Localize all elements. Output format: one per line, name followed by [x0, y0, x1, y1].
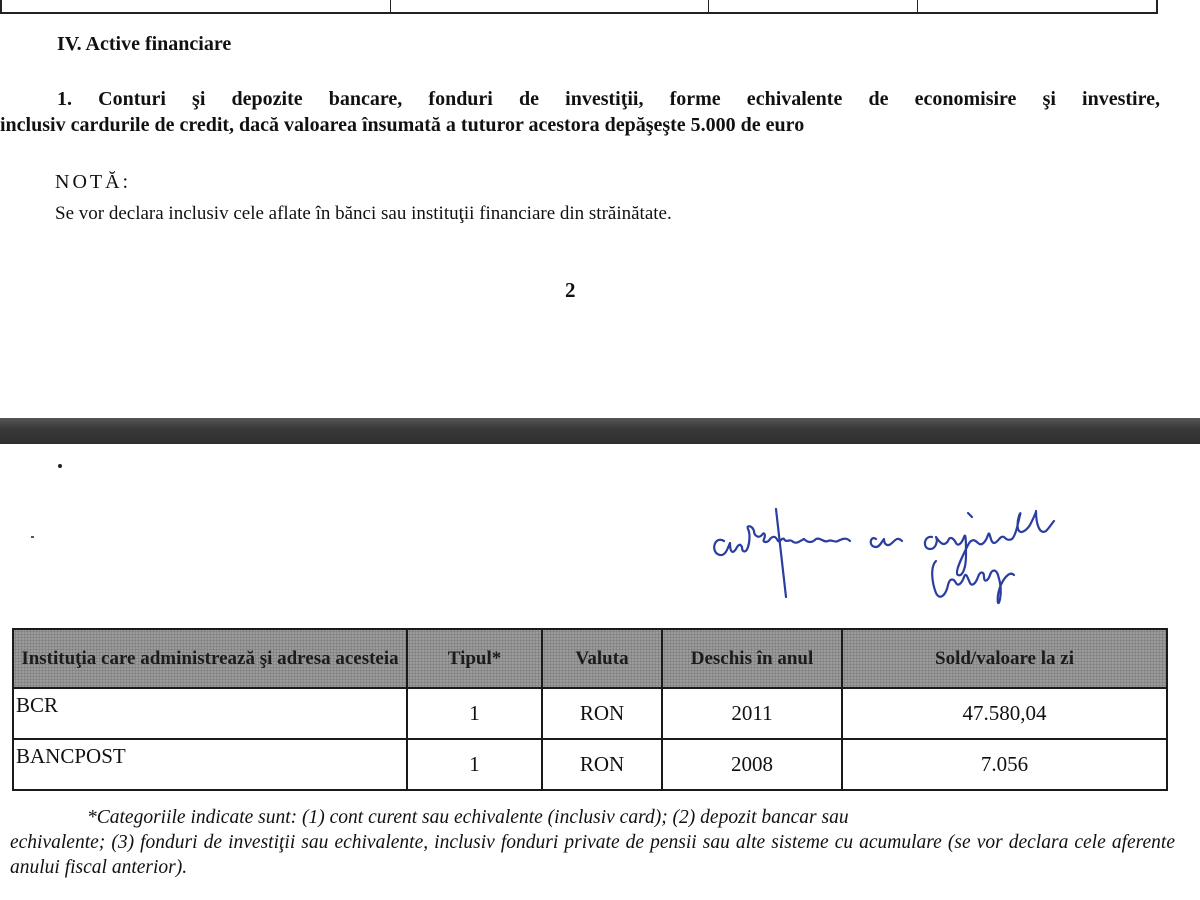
cell-type: 1	[407, 739, 542, 790]
header-institution: Instituţia care administrează şi adresa acesteia	[13, 629, 407, 688]
section-title: IV. Active financiare	[57, 33, 232, 55]
cell-type: 1	[407, 688, 542, 739]
nota-text: Se vor declara inclusiv cele aflate în bănci sau instituţii financiare din străinătate.	[55, 203, 672, 224]
subsection-heading-line2: inclusiv cardurile de credit, dacă valoarea însumată a tuturor acestora depăşeşte 5.000 de euro	[0, 114, 805, 136]
nota-label: NOTĂ:	[55, 171, 132, 193]
header-opened-year: Deschis în anul	[662, 629, 842, 688]
header-balance: Sold/valoare la zi	[842, 629, 1167, 688]
page-number: 2	[565, 278, 576, 302]
header-type: Tipul*	[407, 629, 542, 688]
cell-balance: 7.056	[842, 739, 1167, 790]
previous-table-bottom-edge	[0, 0, 1158, 14]
scan-speck	[31, 536, 34, 538]
financial-accounts-table	[12, 628, 1168, 791]
table-row	[13, 688, 1167, 739]
cell-institution: BANCPOST	[13, 739, 407, 790]
footnote-line1: *Categoriile indicate sunt: (1) cont curent sau echivalente (inclusiv card); (2) depozit bancar sau	[87, 807, 849, 828]
footnote-rest: echivalente; (3) fonduri de investiţii sau echivalente, inclusiv fonduri private de pensii sau alte sisteme cu acumulare (se vor declara cele aferente anului fiscal anterior).	[10, 832, 1175, 878]
page-separator	[0, 418, 1200, 444]
table-column-divider	[390, 0, 391, 12]
handwritten-signature	[700, 495, 1100, 625]
table-row	[13, 739, 1167, 790]
header-currency: Valuta	[542, 629, 662, 688]
cell-institution: BCR	[13, 688, 407, 739]
subsection-heading	[0, 86, 1160, 138]
subsection-heading-line1: 1. Conturi şi depozite bancare, fonduri de investiţii, forme echivalente de economisire şi investire,	[57, 88, 1160, 110]
cell-opened-year: 2011	[662, 688, 842, 739]
cell-opened-year: 2008	[662, 739, 842, 790]
cell-currency: RON	[542, 739, 662, 790]
table-column-divider	[708, 0, 709, 12]
cell-currency: RON	[542, 688, 662, 739]
scan-speck	[58, 464, 62, 468]
cell-balance: 47.580,04	[842, 688, 1167, 739]
document-page-upper	[0, 0, 1200, 418]
table-header-row	[13, 629, 1167, 688]
table-column-divider	[917, 0, 918, 12]
footnote	[10, 805, 1175, 880]
